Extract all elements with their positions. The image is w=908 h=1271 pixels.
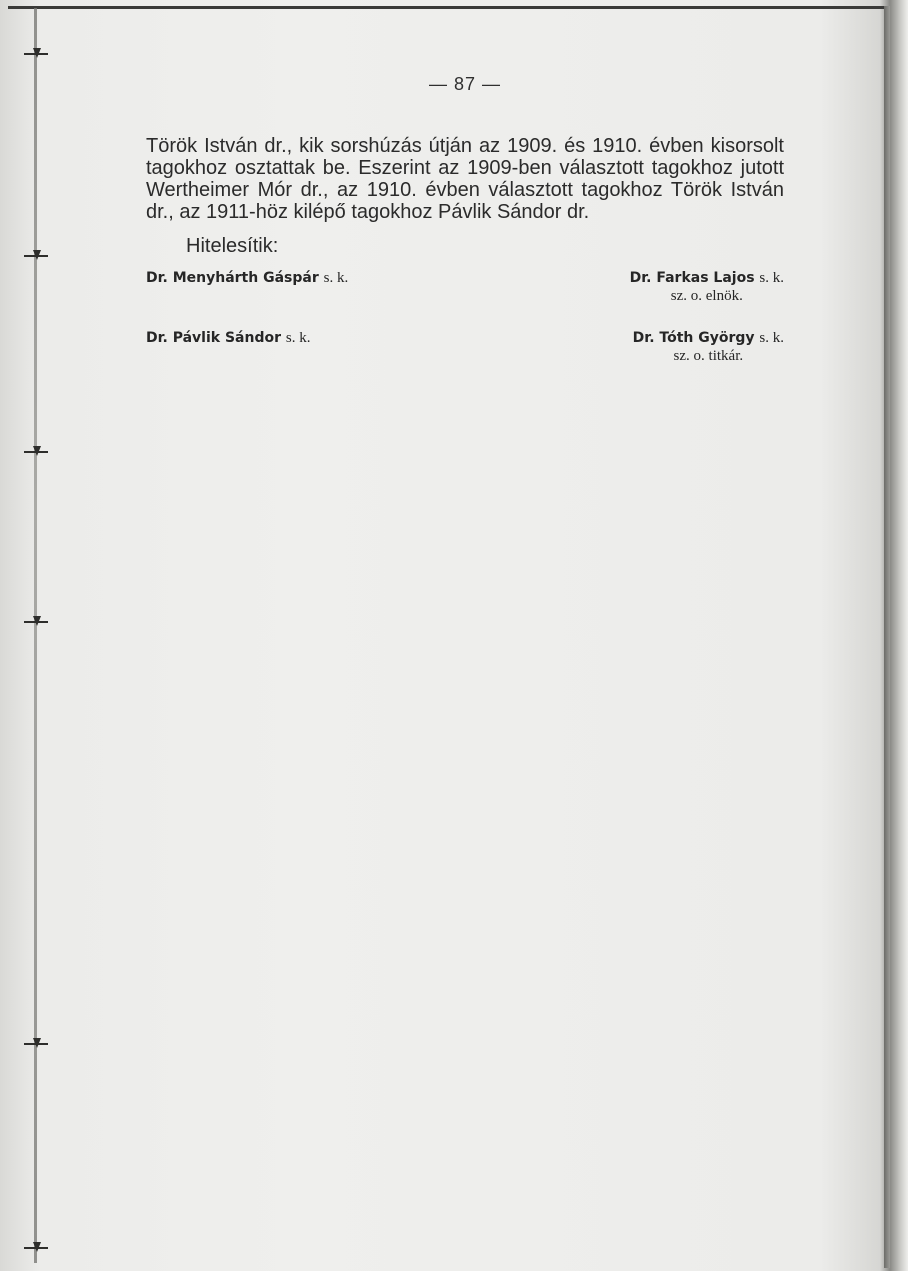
binding-stitch [20, 1040, 52, 1050]
signature-suffix: s. k. [323, 270, 349, 286]
binding-stitch [20, 1244, 52, 1254]
signature-row-1 [146, 270, 784, 320]
signature-row-2 [146, 330, 784, 380]
signature-menyharth [146, 270, 348, 287]
page-top-edge [8, 6, 888, 9]
binding-stitch [20, 448, 52, 458]
signature-name: Dr. Menyhárth Gáspár [146, 270, 319, 286]
page-number: — 87 — [428, 74, 502, 94]
signature-suffix: s. k. [759, 270, 784, 286]
signature-toth [633, 330, 784, 365]
signature-farkas [630, 270, 784, 305]
binding-stitch [20, 252, 52, 262]
binding-stitch [20, 618, 52, 628]
document-page [146, 74, 784, 380]
signature-suffix: s. k. [285, 330, 311, 346]
certification-label: Hitelesítik: [186, 235, 279, 257]
body-paragraph: Török István dr., kik sorshúzás útján az 1909. és 1910. évben kisorsolt tagokhoz osztattak be. Eszerint az 1909-ben választott tagokhoz jutott Wertheimer Mór dr., az 1910. évben választott tagokhoz Török István dr., az 1911-höz kilépő tagokhoz Pávlik Sándor dr. [146, 135, 784, 223]
binding-spine [34, 8, 37, 1263]
signature-pavlik [146, 330, 310, 347]
page-right-edge [884, 6, 890, 1268]
signature-role: sz. o. titkár. [673, 348, 744, 364]
signature-name: Dr. Pávlik Sándor [146, 330, 282, 346]
signature-role: sz. o. elnök. [670, 288, 743, 304]
binding-stitch [20, 50, 52, 60]
signature-name: Dr. Tóth György [632, 330, 755, 346]
signature-suffix: s. k. [759, 330, 784, 346]
signature-name: Dr. Farkas Lajos [629, 270, 755, 286]
